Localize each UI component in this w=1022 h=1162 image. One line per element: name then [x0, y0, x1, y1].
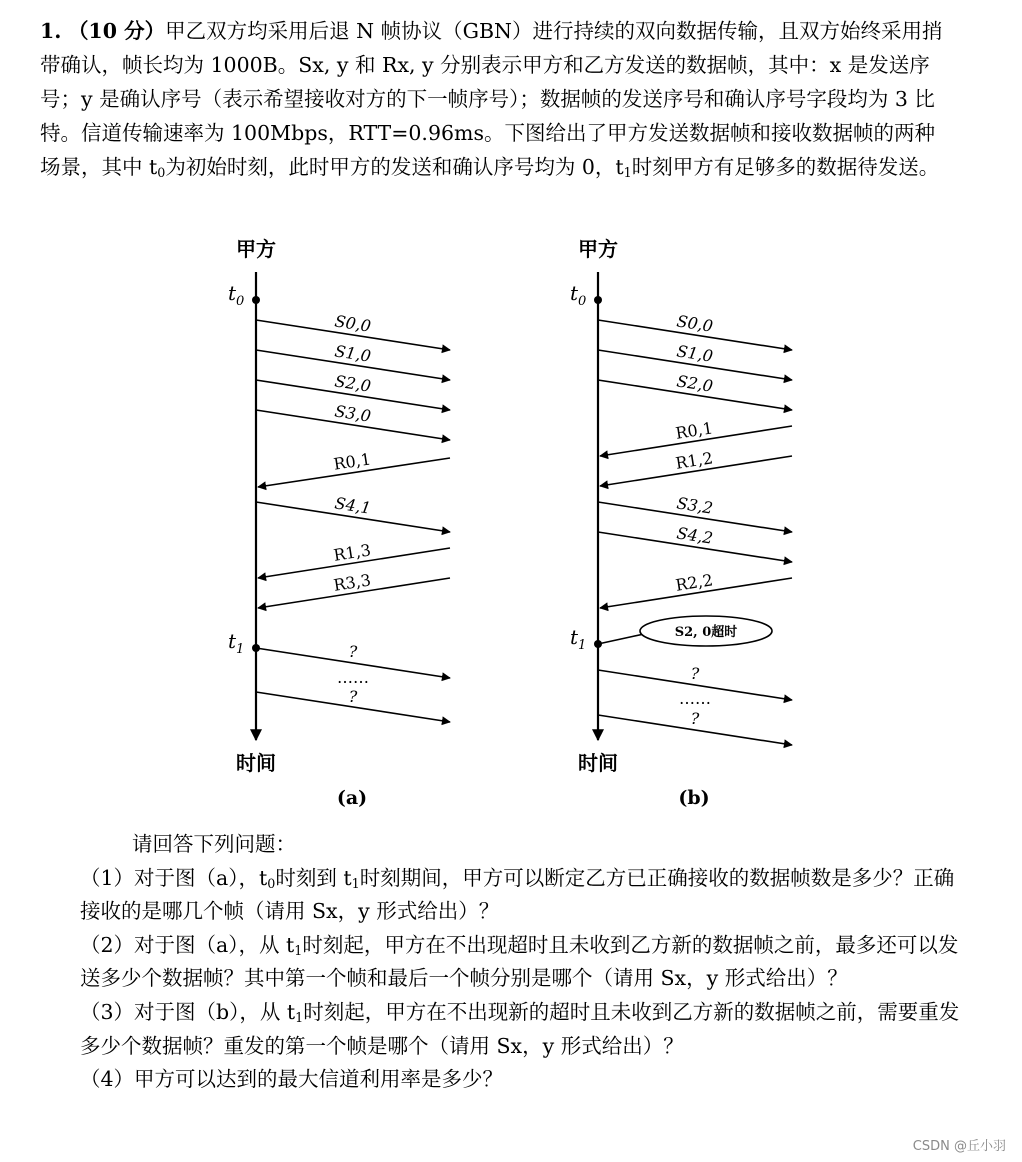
- problem-points: （10 分）: [67, 19, 166, 43]
- diagram-a-frame-label-s41: S4,1: [333, 493, 373, 518]
- intro-text-2: 为初始时刻，此时甲方的发送和确认序号均为 0，t: [165, 155, 624, 179]
- question-4: （4）甲方可以达到的最大信道利用率是多少？: [80, 1067, 504, 1092]
- diagram-b-unknown-label-2: ?: [690, 709, 700, 728]
- intro-text-3: 时刻甲方有足够多的数据待发送。: [631, 155, 940, 179]
- diagram-b-unknown-dots: ……: [679, 689, 711, 708]
- diagram-b-timeout-leader: [598, 634, 644, 644]
- diagram-a-unknown-label-1: ?: [348, 642, 358, 661]
- questions-prompt: 请回答下列问题：: [132, 832, 296, 856]
- problem-number: 1.: [40, 19, 62, 43]
- diagram-b-frame-label-s10: S1,0: [675, 341, 715, 366]
- diagram-a-t0-label: $t_0$: [228, 281, 245, 309]
- diagram-a-t0-dot: [252, 296, 260, 304]
- intro-text-1: 甲乙双方均采用后退 N 帧协议（GBN）进行持续的双向数据传输，且双方始终采用捎带确认，帧长均为 1000B。Sx, y 和 Rx, y 分别表示甲方和乙方发送的数据帧，其中：x 是发送序号；y 是确认序号（表示希望接收对方的下一帧序号）；数据帧的发送序号和确认序号字段均为 3 比特。信道传输速率为 100Mbps，RTT=0.96ms。下图给出了甲方发送数据帧和接收数据帧的两种场景，其中 t: [40, 19, 943, 179]
- diagram-b-caption: (b): [678, 787, 710, 809]
- diagram-b-frame-label-r22: R2,2: [674, 570, 715, 595]
- diagram-b-t1-label: $t_1$: [570, 625, 587, 653]
- diagram-a-frame-label-s00: S0,0: [333, 311, 373, 336]
- diagram-a-caption: (a): [336, 787, 368, 809]
- questions: [80, 828, 960, 1097]
- diagram-a-frame-label-r33: R3,3: [332, 570, 373, 595]
- diagram-a-frame-label-s10: S1,0: [333, 341, 373, 366]
- diagram-b-party-label: 甲方: [578, 237, 618, 261]
- diagram-a: [228, 237, 450, 809]
- question-2: （2）对于图（a），从 $t_1$时刻起，甲方在不出现超时且未收到乙方新的数据帧之前，最多还可以发送多少个数据帧？其中第一个帧和最后一个帧分别是哪个（请用 Sx，y 形式给出）？: [80, 932, 959, 991]
- diagram-b-time-label: 时间: [578, 751, 618, 775]
- diagram-b-timeout-note: S2, 0超时: [674, 625, 738, 640]
- diagram-a-unknown-label-2: ?: [348, 687, 358, 706]
- diagram-b-unknown-label-1: ?: [690, 664, 700, 683]
- diagram-a-frame-label-r13: R1,3: [332, 540, 373, 565]
- intro-t1-subscript: 1: [623, 165, 632, 181]
- question-3: （3）对于图（b），从 $t_1$时刻起，甲方在不出现新的超时且未收到乙方新的数据帧之前，需要重发多少个数据帧？重发的第一个帧是哪个（请用 Sx，y 形式给出）？: [80, 999, 960, 1058]
- diagram-b-frame-label-s00: S0,0: [675, 311, 715, 336]
- diagram-a-party-label: 甲方: [236, 237, 276, 261]
- diagram-b-frame-label-s20: S2,0: [675, 371, 715, 396]
- diagram-b-t0-dot: [594, 296, 602, 304]
- diagram-a-frame-label-s20: S2,0: [333, 371, 373, 396]
- diagram-a-time-label: 时间: [236, 751, 276, 775]
- diagram-b-frame-label-r01: R0,1: [674, 418, 715, 443]
- question-1: （1）对于图（a），$t_0$时刻到 $t_1$时刻期间，甲方可以断定乙方已正确接收的数据帧数是多少？正确接收的是哪几个帧（请用 Sx，y 形式给出）？: [80, 865, 955, 924]
- diagram-b-frame-label-r12: R1,2: [674, 448, 715, 473]
- diagram-a-frame-label-r01: R0,1: [332, 449, 373, 474]
- diagram-a-t1-label: $t_1$: [228, 629, 245, 657]
- diagram-a-frame-label-s30: S3,0: [333, 401, 373, 426]
- diagram-a-unknown-dots: ……: [337, 668, 369, 687]
- watermark: CSDN @丘小羽: [912, 1139, 1006, 1154]
- diagram-b: [570, 237, 792, 809]
- diagram-b-t0-label: $t_0$: [570, 281, 587, 309]
- intro-t0-subscript: 0: [157, 165, 166, 181]
- diagram-b-frame-label-s42: S4,2: [675, 523, 715, 548]
- diagram-b-frame-label-s32: S3,2: [675, 493, 715, 518]
